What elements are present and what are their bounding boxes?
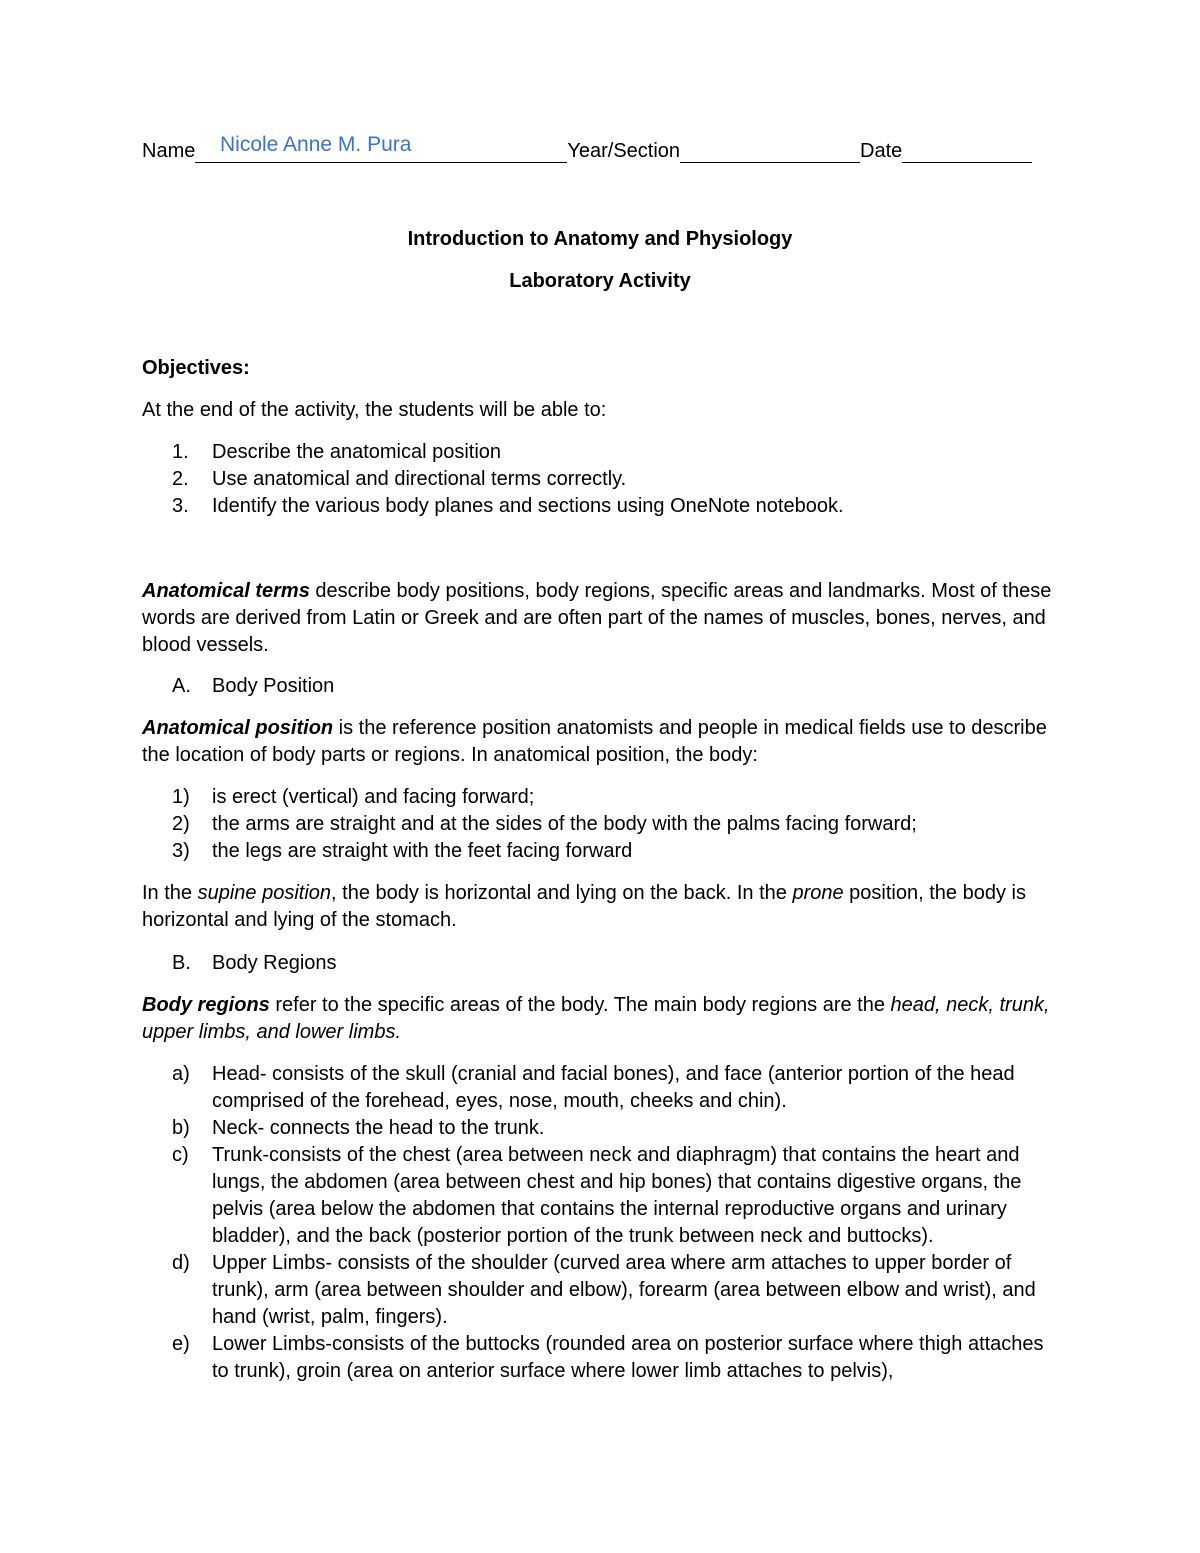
list-item-text: Head- consists of the skull (cranial and facial bones), and face (anterior portion of the head comprised of the forehead, eyes, nose, mouth, cheeks and chin). [212, 1063, 1015, 1112]
document-subtitle: Laboratory Activity [509, 270, 691, 292]
paragraph-text: , the body is horizontal and lying on the back. In the [331, 882, 793, 904]
term-supine-position: supine position [197, 882, 332, 904]
list-item [142, 1115, 1057, 1142]
list-item [142, 1142, 1057, 1250]
list-item [142, 1331, 1057, 1385]
anatomical-terms-paragraph [142, 578, 1057, 659]
list-marker: 3) [172, 840, 190, 862]
body-regions-paragraph [142, 992, 1057, 1046]
list-item-text: is erect (vertical) and facing forward; [212, 786, 535, 808]
list-item-text: the legs are straight with the feet facing forward [212, 840, 633, 862]
list-item-text: Neck- connects the head to the trunk. [212, 1117, 545, 1139]
list-item [142, 493, 1057, 520]
term-anatomical-position: Anatomical position [142, 717, 334, 739]
term-anatomical-terms: Anatomical terms [142, 580, 310, 602]
section-a-heading [142, 673, 1057, 700]
list-item [142, 811, 1057, 838]
objectives-heading: Objectives: [142, 357, 250, 379]
supine-prone-paragraph [142, 880, 1057, 934]
paragraph-text: refer to the specific areas of the body. The main body regions are the [269, 994, 891, 1016]
name-value: Nicole Anne M. Pura [220, 133, 412, 156]
list-marker: 2) [172, 813, 190, 835]
document-title: Introduction to Anatomy and Physiology [407, 228, 793, 250]
list-item [142, 1061, 1057, 1115]
list-marker: c) [172, 1144, 189, 1166]
list-marker: e) [172, 1333, 190, 1355]
paragraph-text: is the reference position anatomists and people in medical fields use to describe the location of body parts or regions. In anatomical position, the body: [142, 717, 1047, 766]
date-label: Date [860, 140, 903, 162]
list-item-text: the arms are straight and at the sides of the body with the palms facing forward; [212, 813, 917, 835]
term-prone: prone [792, 882, 844, 904]
term-body-regions: Body regions [142, 994, 270, 1016]
body-regions-list [142, 1061, 1057, 1385]
name-label: Name [142, 140, 196, 162]
list-item-text: Lower Limbs-consists of the buttocks (rounded area on posterior surface where thigh attaches to trunk), groin (area on anterior surface where lower limb attaches to pelvis), [212, 1333, 1044, 1382]
section-title: Body Regions [212, 952, 337, 974]
year-section-label: Year/Section [567, 140, 681, 162]
list-marker: 1. [172, 441, 189, 463]
list-item [142, 1250, 1057, 1331]
list-item [142, 439, 1057, 466]
list-item-text: Describe the anatomical position [212, 441, 502, 463]
anatomical-position-paragraph [142, 715, 1057, 769]
list-item-text: Identify the various body planes and sections using OneNote notebook. [212, 495, 844, 517]
list-marker: a) [172, 1063, 190, 1085]
list-item-text: Trunk-consists of the chest (area between neck and diaphragm) that contains the heart and lungs, the abdomen (area between chest and hip bones) that contains digestive organs, the pelvis (area below the abdomen that contains the internal reproductive organs and urinary bladder), and the back (posterior portion of the trunk between neck and buttocks). [212, 1144, 1022, 1247]
section-marker: A. [172, 675, 191, 697]
objectives-list [142, 439, 1057, 520]
list-item [142, 838, 1057, 865]
list-marker: 3. [172, 495, 189, 517]
section-b-heading [142, 950, 1057, 977]
paragraph-text: describe body positions, body regions, specific areas and landmarks. Most of these words are derived from Latin or Greek and are often part of the names of muscles, bones, nerves, and blood vessels. [142, 580, 1052, 656]
list-marker: 2. [172, 468, 189, 490]
list-marker: b) [172, 1117, 190, 1139]
anatomical-position-list [142, 784, 1057, 865]
regions-list-italic: head, neck, trunk, upper limbs, and lower limbs. [142, 994, 1050, 1043]
objectives-intro: At the end of the activity, the students will be able to: [142, 399, 607, 421]
list-item [142, 784, 1057, 811]
list-marker: 1) [172, 786, 190, 808]
paragraph-text: In the [142, 882, 198, 904]
paragraph-text: position, the body is horizontal and lying of the stomach. [142, 882, 1026, 931]
section-title: Body Position [212, 675, 335, 697]
list-marker: d) [172, 1252, 190, 1274]
date-field[interactable] [902, 140, 1032, 163]
section-marker: B. [172, 952, 191, 974]
list-item-text: Use anatomical and directional terms correctly. [212, 468, 627, 490]
list-item-text: Upper Limbs- consists of the shoulder (curved area where arm attaches to upper border of trunk), arm (area between shoulder and elbow), forearm (area between elbow and wrist), and hand (wrist, palm, fingers). [212, 1252, 1036, 1328]
year-section-field[interactable] [680, 140, 860, 163]
list-item [142, 466, 1057, 493]
